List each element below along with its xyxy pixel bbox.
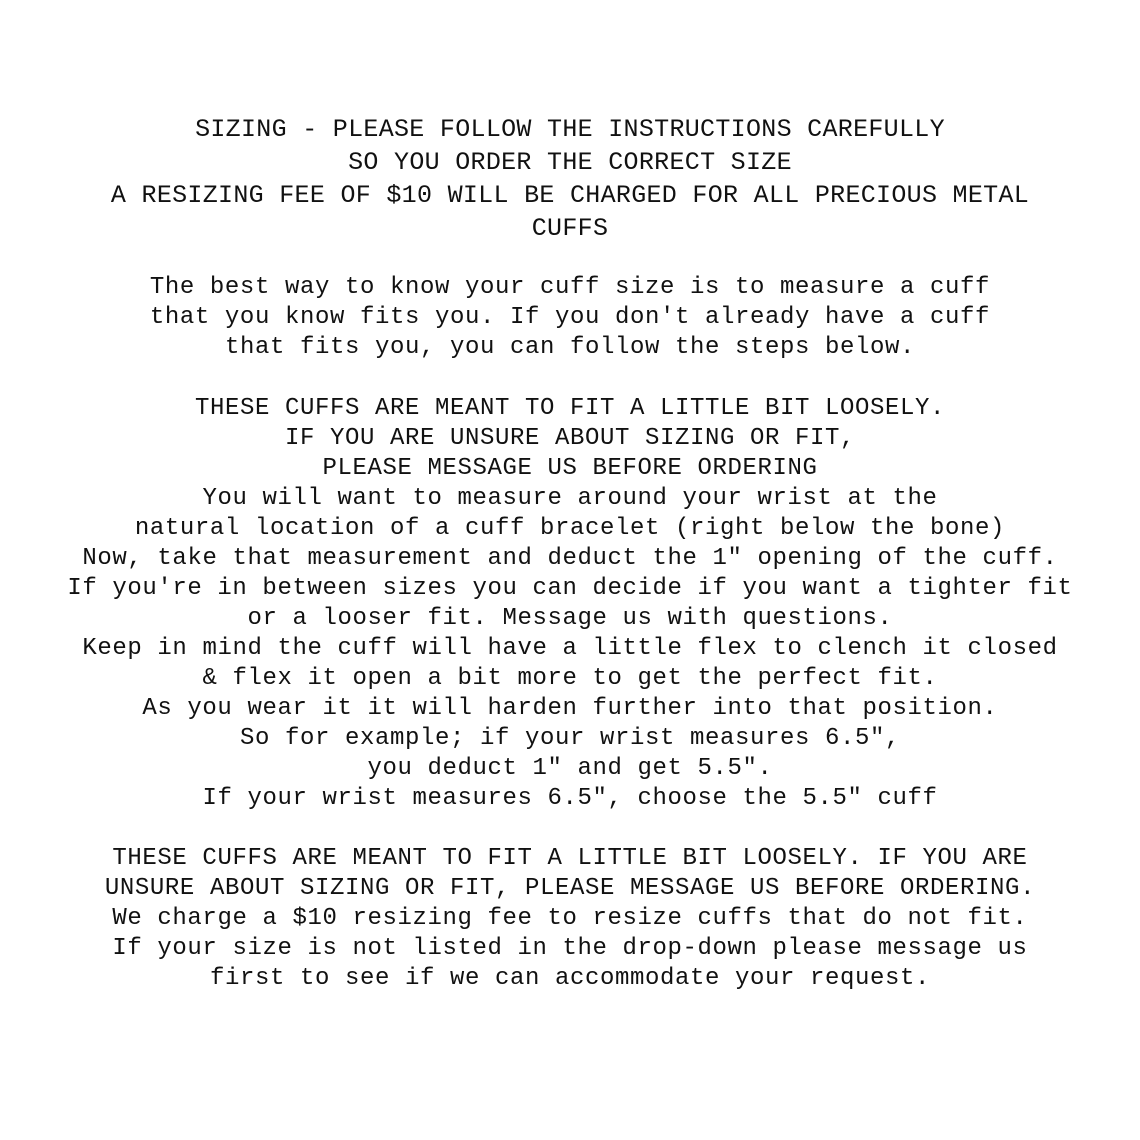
instruction-line: or a looser fit. Message us with questions. xyxy=(247,605,893,632)
closing-notice xyxy=(10,844,1130,994)
closing-line: THESE CUFFS ARE MEANT TO FIT A LITTLE BIT LOOSELY. IF YOU ARE xyxy=(112,845,1028,872)
closing-line: first to see if we can accommodate your request. xyxy=(209,965,931,992)
instruction-line: IF YOU ARE UNSURE ABOUT SIZING OR FIT, xyxy=(284,425,856,452)
instruction-line: natural location of a cuff bracelet (right below the bone) xyxy=(134,515,1006,542)
instruction-line: THESE CUFFS ARE MEANT TO FIT A LITTLE BIT LOOSELY. xyxy=(194,395,946,422)
sizing-heading xyxy=(10,113,1130,245)
heading-line: SIZING - PLEASE FOLLOW THE INSTRUCTIONS CAREFULLY xyxy=(195,115,945,144)
heading-line: A RESIZING FEE OF $10 WILL BE CHARGED FOR ALL PRECIOUS METAL xyxy=(110,181,1030,210)
closing-line: UNSURE ABOUT SIZING OR FIT, PLEASE MESSAGE US BEFORE ORDERING. xyxy=(104,875,1036,902)
instruction-line: So for example; if your wrist measures 6.5", xyxy=(239,725,901,752)
instruction-line: If your wrist measures 6.5", choose the 5.5" cuff xyxy=(202,785,938,812)
closing-line: If your size is not listed in the drop-down please message us xyxy=(112,935,1028,962)
intro-line: that you know fits you. If you don't already have a cuff xyxy=(149,304,991,331)
heading-line: CUFFS xyxy=(531,214,609,243)
instruction-line: & flex it open a bit more to get the perfect fit. xyxy=(202,665,938,692)
instruction-line: If you're in between sizes you can decide if you want a tighter fit xyxy=(67,575,1073,602)
instruction-line: As you wear it it will harden further into that position. xyxy=(142,695,998,722)
intro-line: that fits you, you can follow the steps below. xyxy=(224,334,916,361)
instruction-line: You will want to measure around your wrist at the xyxy=(202,485,938,512)
intro-line: The best way to know your cuff size is to measure a cuff xyxy=(149,274,991,301)
instruction-line: PLEASE MESSAGE US BEFORE ORDERING xyxy=(322,455,818,482)
intro-paragraph xyxy=(10,273,1130,363)
measuring-instructions xyxy=(10,394,1130,814)
instruction-line: Now, take that measurement and deduct the 1" opening of the cuff. xyxy=(82,545,1058,572)
instruction-line: you deduct 1" and get 5.5". xyxy=(367,755,773,782)
instruction-line: Keep in mind the cuff will have a little flex to clench it closed xyxy=(82,635,1058,662)
closing-line: We charge a $10 resizing fee to resize cuffs that do not fit. xyxy=(112,905,1028,932)
heading-line: SO YOU ORDER THE CORRECT SIZE xyxy=(348,148,792,177)
